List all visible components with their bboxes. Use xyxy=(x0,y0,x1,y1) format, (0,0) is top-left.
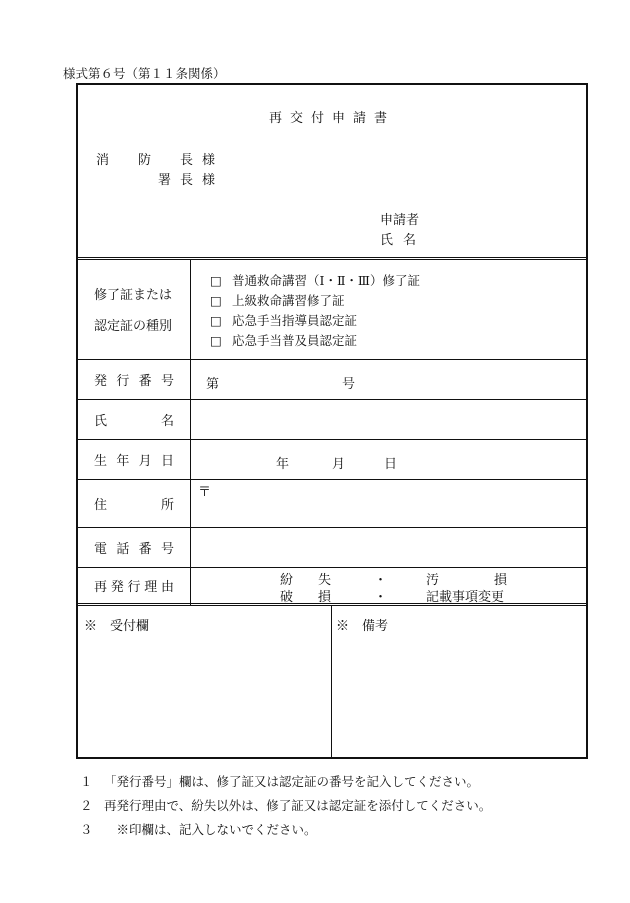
label-char: 発 xyxy=(94,373,108,389)
address-field[interactable] xyxy=(194,483,584,523)
issue-number-label xyxy=(78,359,190,399)
note-text: 「発行番号」欄は、修了証又は認定証の番号を記入してください。 xyxy=(104,774,480,789)
checkbox-icon[interactable]: □ xyxy=(210,293,222,308)
certificate-option-label: 応急手当普及員認定証 xyxy=(232,333,358,348)
checkbox-icon[interactable]: □ xyxy=(210,313,222,328)
column-divider xyxy=(331,606,332,759)
label-char: 年 xyxy=(116,453,130,469)
remarks-label: ※ 備考 xyxy=(336,619,389,634)
label-char: 行 xyxy=(116,373,130,389)
label-char: 行 xyxy=(127,579,141,595)
birth-month-unit: 月 xyxy=(332,457,346,472)
birth-date-field[interactable] xyxy=(194,443,584,475)
note-text: ※印欄は、記入しないでください。 xyxy=(104,822,317,837)
note-item xyxy=(80,818,491,842)
reason-lost-char[interactable]: 失 xyxy=(318,573,332,588)
name-field[interactable] xyxy=(194,403,584,435)
label-char: 由 xyxy=(160,579,174,595)
phone-field[interactable] xyxy=(194,531,584,563)
label-char: 番 xyxy=(138,541,152,557)
certificate-type-label xyxy=(78,259,190,359)
certificate-option-label: 上級救命講習修了証 xyxy=(232,293,345,308)
addressee-char: 署 xyxy=(158,173,172,188)
label-char: 所 xyxy=(160,497,174,513)
certificate-option-label: 普通救命講習（Ⅰ・Ⅱ・Ⅲ）修了証 xyxy=(232,273,420,288)
postal-mark: 〒 xyxy=(198,485,212,500)
applicant-name-label: 氏名 xyxy=(380,233,427,248)
reason-soiled-char[interactable]: 汚 xyxy=(426,573,440,588)
addressee-char: 消 xyxy=(96,153,110,168)
note-text: 再発行理由で、紛失以外は、修了証又は認定証を添付してください。 xyxy=(104,798,492,813)
issue-number-suffix: 号 xyxy=(342,377,356,392)
reason-lost-char[interactable]: 紛 xyxy=(280,573,294,588)
reason-soiled-char[interactable]: 損 xyxy=(494,573,508,588)
note-number: １ xyxy=(80,774,93,789)
addressee-char: 長 xyxy=(180,173,194,188)
label-char: 番 xyxy=(138,373,152,389)
certificate-option[interactable] xyxy=(210,311,420,331)
issue-number-field[interactable] xyxy=(220,363,338,395)
label-char: 再 xyxy=(94,579,108,595)
note-number: ３ xyxy=(80,822,93,837)
label-char: 氏 xyxy=(94,413,108,429)
reissue-reason-label xyxy=(78,567,190,603)
applicant-label: 申請者 xyxy=(380,213,420,228)
divider xyxy=(78,603,586,606)
birth-year-unit: 年 xyxy=(276,457,290,472)
application-form xyxy=(76,83,588,759)
label-char: 号 xyxy=(160,541,174,557)
certificate-option-label: 応急手当指導員認定証 xyxy=(232,313,358,328)
label-char: 号 xyxy=(160,373,174,389)
certificate-option[interactable] xyxy=(210,331,420,351)
reason-changed[interactable]: 記載事項変更 xyxy=(426,590,505,605)
reason-separator: ・ xyxy=(374,590,388,605)
certificate-type-label-line1: 修了証または xyxy=(94,288,173,303)
note-item xyxy=(80,770,491,794)
certificate-option[interactable] xyxy=(210,291,420,311)
label-char: 生 xyxy=(94,453,108,469)
certificate-option[interactable] xyxy=(210,271,420,291)
label-char: 発 xyxy=(110,579,124,595)
addressee-char: 長 xyxy=(180,153,194,168)
phone-label xyxy=(78,527,190,567)
label-char: 日 xyxy=(160,453,174,469)
reason-damaged-char[interactable]: 損 xyxy=(318,590,332,605)
birth-day-unit: 日 xyxy=(384,457,398,472)
checkbox-icon[interactable]: □ xyxy=(210,273,222,288)
birth-date-label xyxy=(78,439,190,479)
certificate-type-options xyxy=(210,271,420,351)
form-number-caption: 様式第６号（第１１条関係） xyxy=(63,66,226,81)
label-char: 月 xyxy=(138,453,152,469)
reception-label: ※ 受付欄 xyxy=(84,619,150,634)
label-char: 住 xyxy=(94,497,108,513)
name-label xyxy=(78,399,190,439)
addressee-char: 様 xyxy=(202,173,216,188)
addressee-char: 様 xyxy=(202,153,216,168)
label-char: 電 xyxy=(94,541,108,557)
form-title: 再交付申請書 xyxy=(268,111,395,126)
issue-number-prefix: 第 xyxy=(206,377,220,392)
label-char: 名 xyxy=(160,413,174,429)
column-divider xyxy=(190,259,191,605)
address-label xyxy=(78,479,190,527)
note-number: ２ xyxy=(80,798,93,813)
reason-separator: ・ xyxy=(374,573,388,588)
note-item xyxy=(80,794,491,818)
label-char: 理 xyxy=(144,579,158,595)
label-char: 話 xyxy=(116,541,130,557)
reason-damaged-char[interactable]: 破 xyxy=(280,590,294,605)
certificate-type-label-line2: 認定証の種別 xyxy=(94,319,173,334)
checkbox-icon[interactable]: □ xyxy=(210,333,222,348)
addressee-char: 防 xyxy=(138,153,152,168)
notes xyxy=(80,770,491,842)
